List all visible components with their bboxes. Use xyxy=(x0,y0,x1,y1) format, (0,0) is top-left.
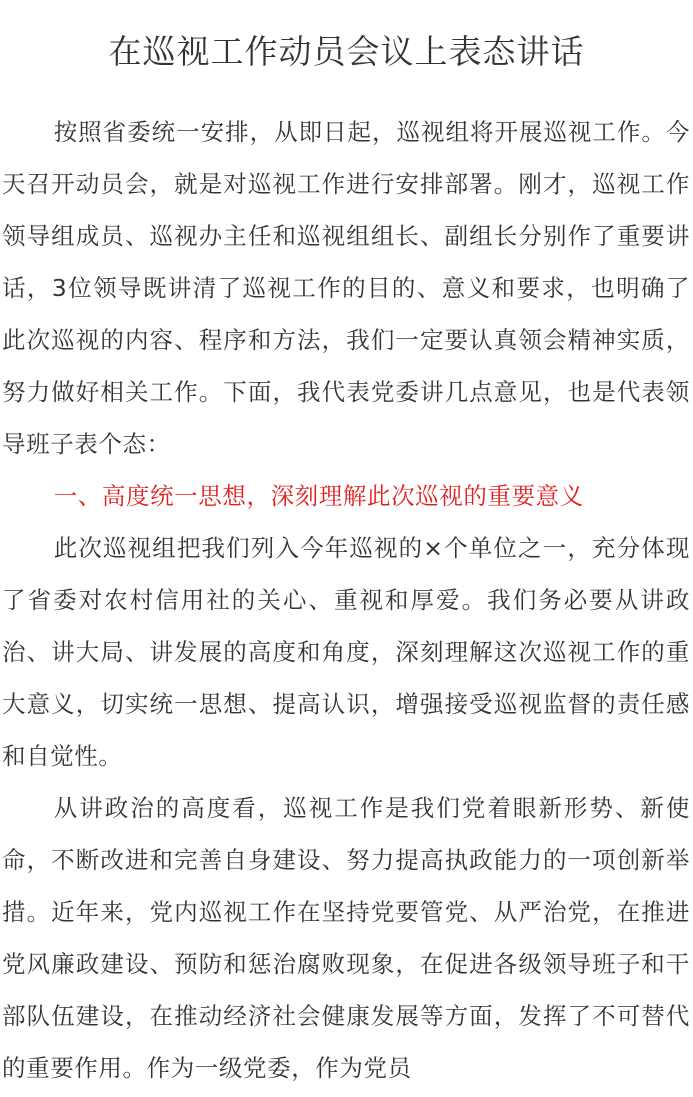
body-paragraph: 从讲政治的高度看，巡视工作是我们党着眼新形势、新使命，不断改进和完善自身建设、努力提高执政能力的一项创新举措。近年来，党内巡视工作在坚持党要管党、从严治党，在推进党风廉政建设、预防和惩治腐败现象，在促进各级领导班子和干部队伍建设，在推动经济社会健康发展等方面，发挥了不可替代的重要作用。作为一级党委，作为党员 xyxy=(2,794,690,1082)
section-heading-1: 一、高度统一思想，深刻理解此次巡视的重要意义 xyxy=(53,482,584,510)
document-body xyxy=(2,106,690,1094)
document-title: 在巡视工作动员会议上表态讲话 xyxy=(108,32,585,71)
body-paragraph: 此次巡视组把我们列入今年巡视的×个单位之一，充分体现了省委对农村信用社的关心、重视和厚爱。我们务必要从讲政治、讲大局、讲发展的高度和角度，深刻理解这次巡视工作的重大意义，切实统一思想、提高认识，增强接受巡视监督的责任感和自觉性。 xyxy=(2,534,690,770)
intro-paragraph: 按照省委统一安排，从即日起，巡视组将开展巡视工作。今天召开动员会，就是对巡视工作进行安排部署。刚才，巡视工作领导组成员、巡视办主任和巡视组组长、副组长分别作了重要讲话，3位领导既讲清了巡视工作的目的、意义和要求，也明确了此次巡视的内容、程序和方法，我们一定要认真领会精神实质，努力做好相关工作。下面，我代表党委讲几点意见，也是代表领导班子表个态： xyxy=(2,118,690,458)
